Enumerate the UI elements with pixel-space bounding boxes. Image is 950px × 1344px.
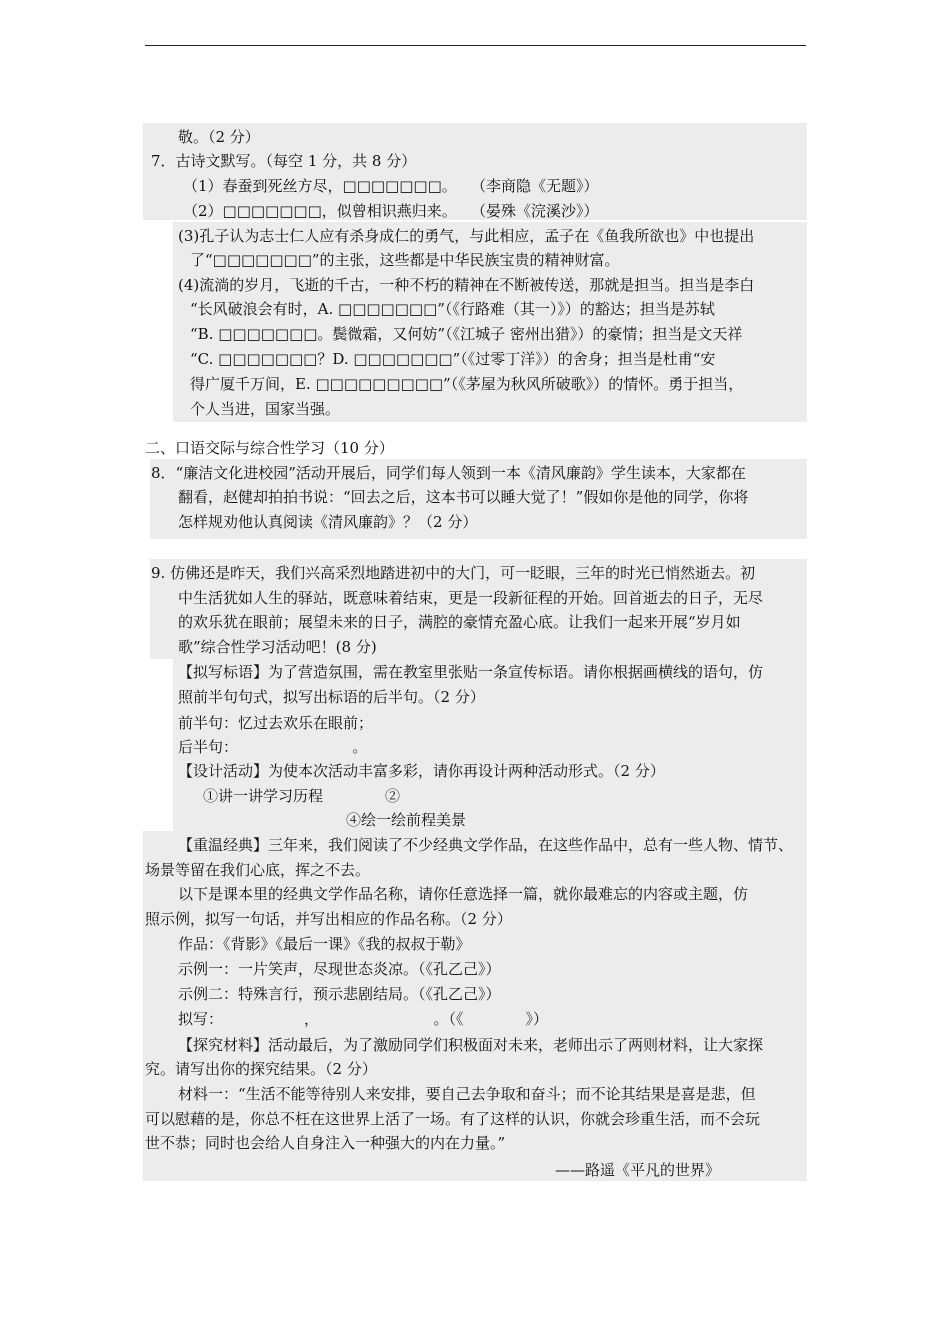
text-line: 7．古诗文默写。（每空 1 分，共 8 分）	[151, 152, 417, 170]
text-line: “C. □□□□□□□？D. □□□□□□□”（《过零丁洋》）的舍身；担当是杜甫“安	[190, 350, 716, 368]
text-line: 9. 仿佛还是昨天，我们兴高采烈地踏进初中的大门，可一眨眼，三年的时光已悄然逝去。初	[151, 564, 756, 582]
text-line: 世不恭；同时也会给人自身注入一种强大的内在力量。”	[145, 1134, 506, 1152]
text-line: 场景等留在我们心底，挥之不去。	[145, 861, 371, 879]
text-line: 8．“廉洁文化进校园”活动开展后，同学们每人领到一本《清风廉韵》学生读本，大家都在	[151, 464, 746, 482]
text-line: 究。请写出你的探究结果。（2 分）	[145, 1060, 377, 1078]
text-line: (3)孔子认为志士仁人应有杀身成仁的勇气，与此相应，孟子在《鱼我所欲也》中也提出	[178, 227, 755, 245]
text-line: 前半句：忆过去欢乐在眼前；	[178, 714, 374, 732]
text-line: 材料一：“生活不能等待别人来安排，要自己去争取和奋斗；而不论其结果是喜是悲，但	[178, 1085, 756, 1103]
text-line: 敬。（2 分）	[178, 128, 260, 146]
text-line: 照示例，拟写一句话，并写出相应的作品名称。（2 分）	[145, 910, 512, 928]
text-line: 拟写： ， 。（《 》）	[178, 1010, 548, 1028]
text-line: 个人当进，国家当强。	[190, 400, 341, 418]
text-line: 歌”综合性学习活动吧！(8 分)	[178, 638, 377, 656]
text-line: 作品：《背影》《最后一课》《我的叔叔于勒》	[178, 935, 471, 953]
text-line: 可以慰藉的是，你总不枉在这世界上活了一场。有了这样的认识，你就会珍重生活，而不会玩	[145, 1110, 761, 1128]
text-line: “B. □□□□□□□。鬓微霜，又何妨”（《江城子 密州出猎》）的豪情；担当是文天祥	[190, 325, 743, 343]
text-line: 怎样规劝他认真阅读《清风廉韵》？（2 分）	[178, 513, 478, 531]
text-line: 示例一：一片笑声，尽现世态炎凉。（《孔乙己》）	[178, 960, 501, 978]
quote-attribution: ——路遥《平凡的世界》	[555, 1161, 721, 1179]
text-line: 【拟写标语】为了营造氛围，需在教室里张贴一条宣传标语。请你根据画横线的语句，仿	[178, 663, 764, 681]
text-line: ④绘一绘前程美景	[203, 811, 467, 829]
text-line: 中生活犹如人生的驿站，既意味着结束，更是一段新征程的开始。回首逝去的日子，无尽	[178, 589, 764, 607]
text-line: 翻看，赵健却拍拍书说：“回去之后，这本书可以睡大觉了！”假如你是他的同学，你将	[178, 488, 749, 506]
text-line: (4)流淌的岁月，飞逝的千古，一种不朽的精神在不断被传送，那就是担当。担当是李白	[178, 276, 755, 294]
text-line: 示例二：特殊言行，预示悲剧结局。（《孔乙己》）	[178, 985, 501, 1003]
text-line: ①讲一讲学习历程 ②	[203, 787, 400, 805]
text-line: 的欢乐犹在眼前；展望未来的日子，满腔的豪情充盈心底。让我们一起来开展“岁月如	[178, 613, 741, 631]
text-line: 【探究材料】活动最后，为了激励同学们积极面对未来，老师出示了两则材料，让大家探	[178, 1036, 764, 1054]
text-line: （2）□□□□□□□，似曾相识燕归来。 （晏殊《浣溪沙》）	[183, 202, 599, 220]
text-line: 得广厦千万间，E. □□□□□□□□□”（《茅屋为秋风所破歌》）的情怀。勇于担当，	[190, 375, 744, 393]
text-line: 了“□□□□□□□”的主张，这些都是中华民族宝贵的精神财富。	[190, 251, 620, 269]
header-rule	[145, 45, 806, 46]
text-line: “长风破浪会有时，A. □□□□□□□”（《行路难（其一）》）的豁达；担当是苏轼	[190, 300, 715, 318]
text-line: 【设计活动】为使本次活动丰富多彩，请你再设计两种活动形式。（2 分）	[178, 762, 665, 780]
text-line: 【重温经典】三年来，我们阅读了不少经典文学作品，在这些作品中，总有一些人物、情节、	[178, 836, 794, 854]
text-line: 后半句： 。	[178, 738, 368, 756]
text-line: 二、口语交际与综合性学习（10 分）	[145, 439, 394, 457]
text-line: 照前半句句式，拟写出标语的后半句。（2 分）	[178, 688, 485, 706]
text-line: （1）春蚕到死丝方尽，□□□□□□□。 （李商隐《无题》）	[183, 177, 599, 195]
text-line: 以下是课本里的经典文学作品名称，请你任意选择一篇，就你最难忘的内容或主题，仿	[178, 885, 749, 903]
